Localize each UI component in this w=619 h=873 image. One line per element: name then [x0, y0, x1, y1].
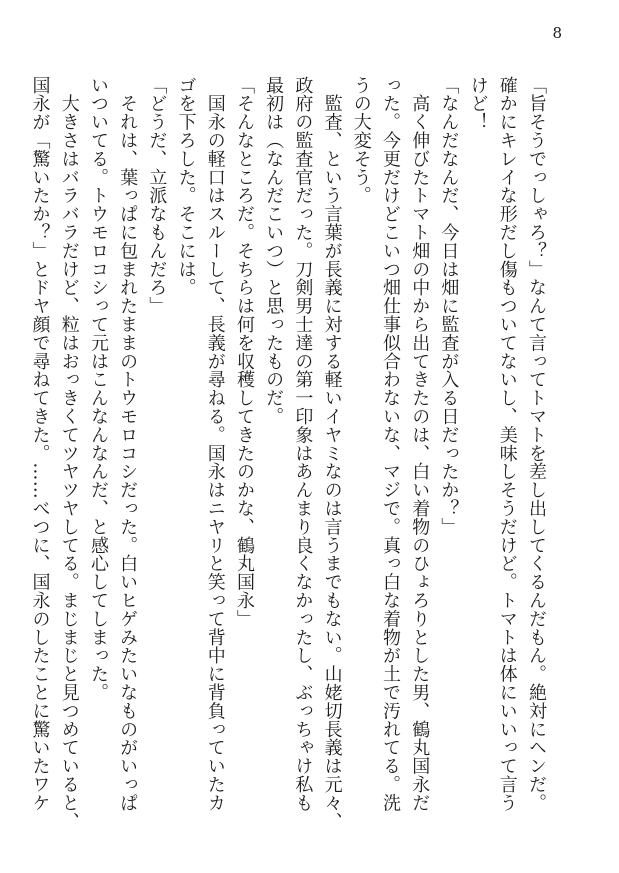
text-line-7: うの大変そう。	[350, 76, 372, 205]
text-line-11: 「そんなところだ。そちらは何を収穫してきたのかな、鶴丸国永」	[233, 76, 255, 628]
text-line-17: 大きさはバラバラだけど、粒はおっきくてツヤツヤしてる。まじまじと見つめていると、	[58, 76, 80, 831]
text-line-15: それは、葉っぱに包まれたままのトウモロコシだった。白いヒゲみたいなものがいっぱ	[117, 76, 139, 812]
text-line-6: った。今更だけどこいつ畑仕事似合わないな、マジで。真っ白な着物が土で汚れてる。洗	[379, 76, 401, 812]
vertical-text-body	[29, 76, 551, 831]
text-line-10: 最初は（なんだこいつ）と思ったものだ。	[263, 76, 285, 426]
text-line-12: 国永の軽口はスルーして、長義が尋ねる。国永はニヤリと笑って背中に背負っていたカ	[204, 76, 226, 812]
text-line-4: 「なんだなんだ、今日は畑に監査が入る日だったか？」	[438, 76, 460, 536]
page-number: 8	[552, 24, 562, 42]
text-line-3: けど！	[467, 76, 489, 132]
text-line-18: 国永が「驚いたか？」とドヤ顔で尋ねてきた。……べつに、国永のしたことに驚いたワケ	[29, 76, 51, 812]
text-line-14: 「どうだ、立派なもんだろ」	[146, 76, 168, 316]
text-line-8: 監査、という言葉が長義に対する軽いイヤミなのは言うまでもない。山姥切長義は元々、	[321, 76, 343, 831]
text-line-16: いついてる。トウモロコシって元はこんなんなんだ、と感心してしまった。	[87, 76, 109, 702]
text-line-9: 政府の監査官だった。刀剣男士達の第一印象はあんまり良くなかったし、ぶっちゃけ私も	[292, 76, 314, 812]
text-line-2: 確かにキレイな形だし傷もついてないし、美味しそうだけど。トマトは体にいいって言う	[496, 76, 518, 812]
text-line-5: 高く伸びたトマト畑の中から出てきたのは、白い着物のひょろりとした男、鶴丸国永だ	[409, 76, 431, 812]
text-line-1: 「旨そうでっしゃろ？」なんて言ってトマトを差し出してくるんだもん。絶対にヘンだ。	[526, 76, 547, 812]
text-line-13: ゴを下ろした。そこには。	[175, 76, 197, 297]
